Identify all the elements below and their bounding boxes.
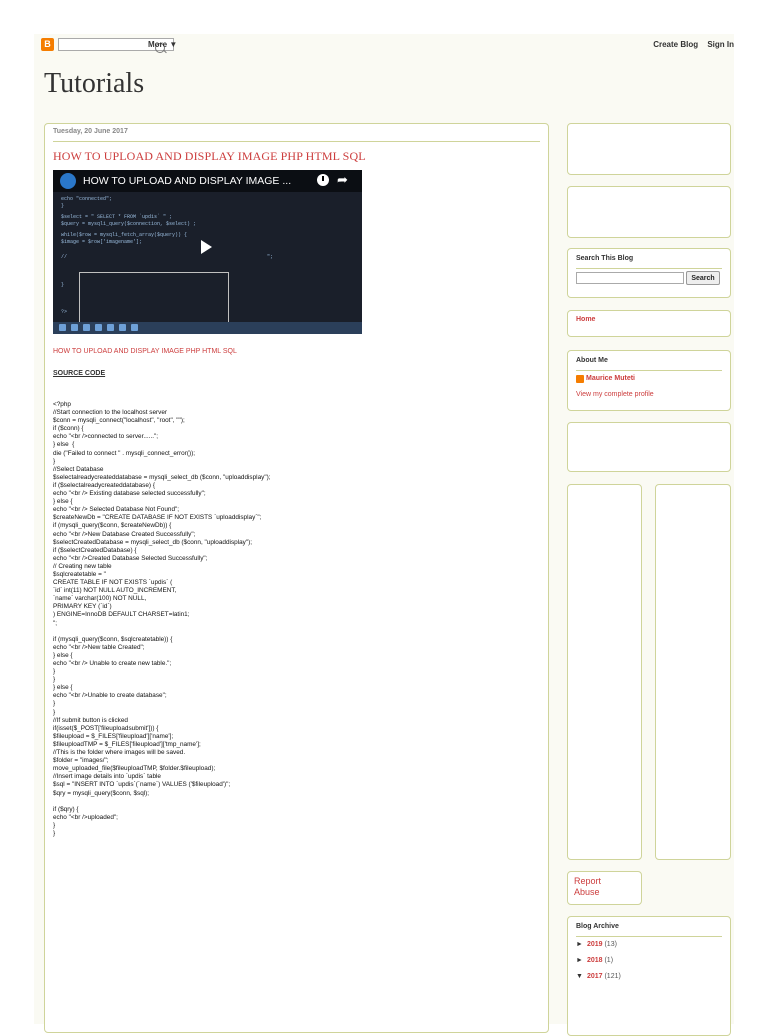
post-date: Tuesday, 20 June 2017 [53, 128, 128, 135]
archive-year-item[interactable] [576, 973, 621, 980]
toggle-arrow-icon[interactable]: ▼ [576, 973, 583, 980]
video-taskbar [53, 322, 362, 334]
video-code-line: $select = " SELECT * FROM `updis` " ; [61, 214, 173, 220]
channel-avatar-icon[interactable] [60, 173, 76, 189]
watch-later-icon[interactable] [317, 174, 329, 186]
navbar-links [646, 40, 734, 49]
taskbar-icon [83, 324, 90, 331]
home-link[interactable]: Home [576, 316, 596, 323]
date-divider [53, 141, 540, 142]
source-code-heading: SOURCE CODE [53, 370, 106, 377]
archive-count: (13) [604, 941, 617, 948]
post-body-link[interactable]: HOW TO UPLOAD AND DISPLAY IMAGE PHP HTML SQL [53, 348, 237, 355]
sidebar-empty-widget [567, 123, 731, 175]
sidebar-empty-column-widget [567, 484, 642, 860]
search-widget [567, 248, 731, 298]
search-widget-title: Search This Blog [576, 255, 634, 262]
sidebar-empty-widget [567, 186, 731, 238]
blog-search-input[interactable] [576, 272, 684, 284]
report-abuse-link[interactable]: Report Abuse [574, 876, 602, 897]
share-icon[interactable]: ➦ [337, 172, 348, 187]
blog-archive-widget [567, 916, 731, 1036]
blog-archive-title: Blog Archive [576, 923, 619, 930]
video-code-line: } [61, 203, 65, 209]
taskbar-icon [131, 324, 138, 331]
archive-year-item[interactable] [576, 941, 617, 948]
author-name-link[interactable]: Maurice Muteti [586, 375, 636, 382]
toggle-arrow-icon[interactable]: ► [576, 941, 583, 948]
video-code-line: $query = mysqli_query($connection, $select) ; [61, 221, 197, 227]
taskbar-icon [95, 324, 102, 331]
about-me-widget [567, 350, 731, 411]
view-profile-link[interactable]: View my complete profile [576, 391, 654, 398]
main-post-column [44, 123, 549, 1033]
archive-year-link[interactable]: 2017 [586, 973, 603, 980]
video-code-line: while($row = mysqli_fetch_array($query)) { [61, 232, 188, 238]
video-code-line: // "; [61, 254, 274, 260]
video-code-line: } [61, 282, 65, 288]
video-code-line: $image = $row['imagename']; [61, 239, 143, 245]
report-abuse-widget [567, 871, 642, 905]
navbar [34, 34, 734, 56]
about-me-title: About Me [576, 357, 608, 364]
taskbar-icon [107, 324, 114, 331]
sign-in-link[interactable]: Sign In [707, 40, 734, 49]
pages-widget [567, 310, 731, 337]
archive-count: (1) [604, 957, 614, 964]
video-title[interactable]: HOW TO UPLOAD AND DISPLAY IMAGE ... [83, 175, 292, 187]
video-player[interactable] [53, 170, 362, 334]
blogger-profile-icon [576, 375, 584, 383]
sidebar-empty-column-widget [655, 484, 731, 860]
toggle-arrow-icon[interactable]: ► [576, 957, 583, 964]
search-button[interactable]: Search [686, 271, 720, 285]
widget-divider [576, 268, 722, 269]
taskbar-icon [59, 324, 66, 331]
archive-year-link[interactable]: 2019 [586, 941, 603, 948]
taskbar-icon [119, 324, 126, 331]
sidebar-empty-widget [567, 422, 731, 472]
taskbar-icon [71, 324, 78, 331]
blogger-logo-icon[interactable]: B [41, 38, 54, 51]
video-code-line: echo "connected"; [61, 196, 113, 202]
video-code-line: ?> [61, 309, 68, 315]
widget-divider [576, 936, 722, 937]
blog-title[interactable]: Tutorials [44, 68, 145, 99]
video-titlebar [53, 170, 362, 192]
archive-count: (121) [604, 973, 621, 980]
archive-year-item[interactable] [576, 957, 613, 964]
more-menu-button[interactable]: More ▼ [148, 40, 178, 49]
source-code-block: <?php //Start connection to the localhost server $conn = mysqli_connect("localhost", "root", ""); if ($conn) { echo "<br />connected to server......"; } else { die ("Failed to connect " . mysqli_connect_error()); } //Select Database $selectalreadycreateddatabase = mysqli_select_db ($conn, "uploaddisplay"); if ($selectalreadycreateddatabase) { echo "<br /> Existing database selected successfully"; } else { echo "<br /> Selected Database Not Found"; $createNewDb = "CREATE DATABASE IF NOT EXISTS `uploaddisplay`"; if (mysqli_query($conn, $createNewDb)) { echo "<br />New Database Created Successfully"; $selectCreatedDatabase = mysqli_select_db ($conn, "uploaddisplay"); if ($selectCreatedDatabase) { echo "<br />Created Database Selected Successfully"; // Creating new table $sqlcreatetable = " CREATE TABLE IF NOT EXISTS `updis` ( `id` int(11) NOT NULL AUTO_INCREMENT, `name` varchar(100) NOT NULL, PRIMARY KEY (`id`) ) ENGINE=InnoDB DEFAULT CHARSET=latin1; "; if (mysqli_query($conn, $sqlcreatetable)) { echo "<br />New table Created"; } else { echo "<br /> Unable to create new table."; } } } else { echo "<br />Unable to create database"; } } //If submit button is clicked if(isset($_POST['fileuploadsubmit'])) { $fileupload = $_FILES['fileupload']['name']; $fileuploadTMP = $_FILES['fileupload']['tmp_name']; //This is the folder where images will be saved. $folder = "images/"; move_uploaded_file($fileuploadTMP, $folder.$fileupload); //Insert image details into `updis` table $sql = "INSERT INTO `updis`(`name`) VALUES ('$fileupload')"; $qry = mysqli_query($conn, $sql); if ($qry) { echo "<br />uploaded"; } } [53, 401, 271, 837]
create-blog-link[interactable]: Create Blog [653, 40, 699, 49]
play-icon[interactable] [201, 240, 212, 254]
post-title[interactable]: HOW TO UPLOAD AND DISPLAY IMAGE PHP HTML SQL [53, 149, 366, 163]
widget-divider [576, 370, 722, 371]
blog-page [34, 34, 734, 1024]
archive-year-link[interactable]: 2018 [586, 957, 603, 964]
